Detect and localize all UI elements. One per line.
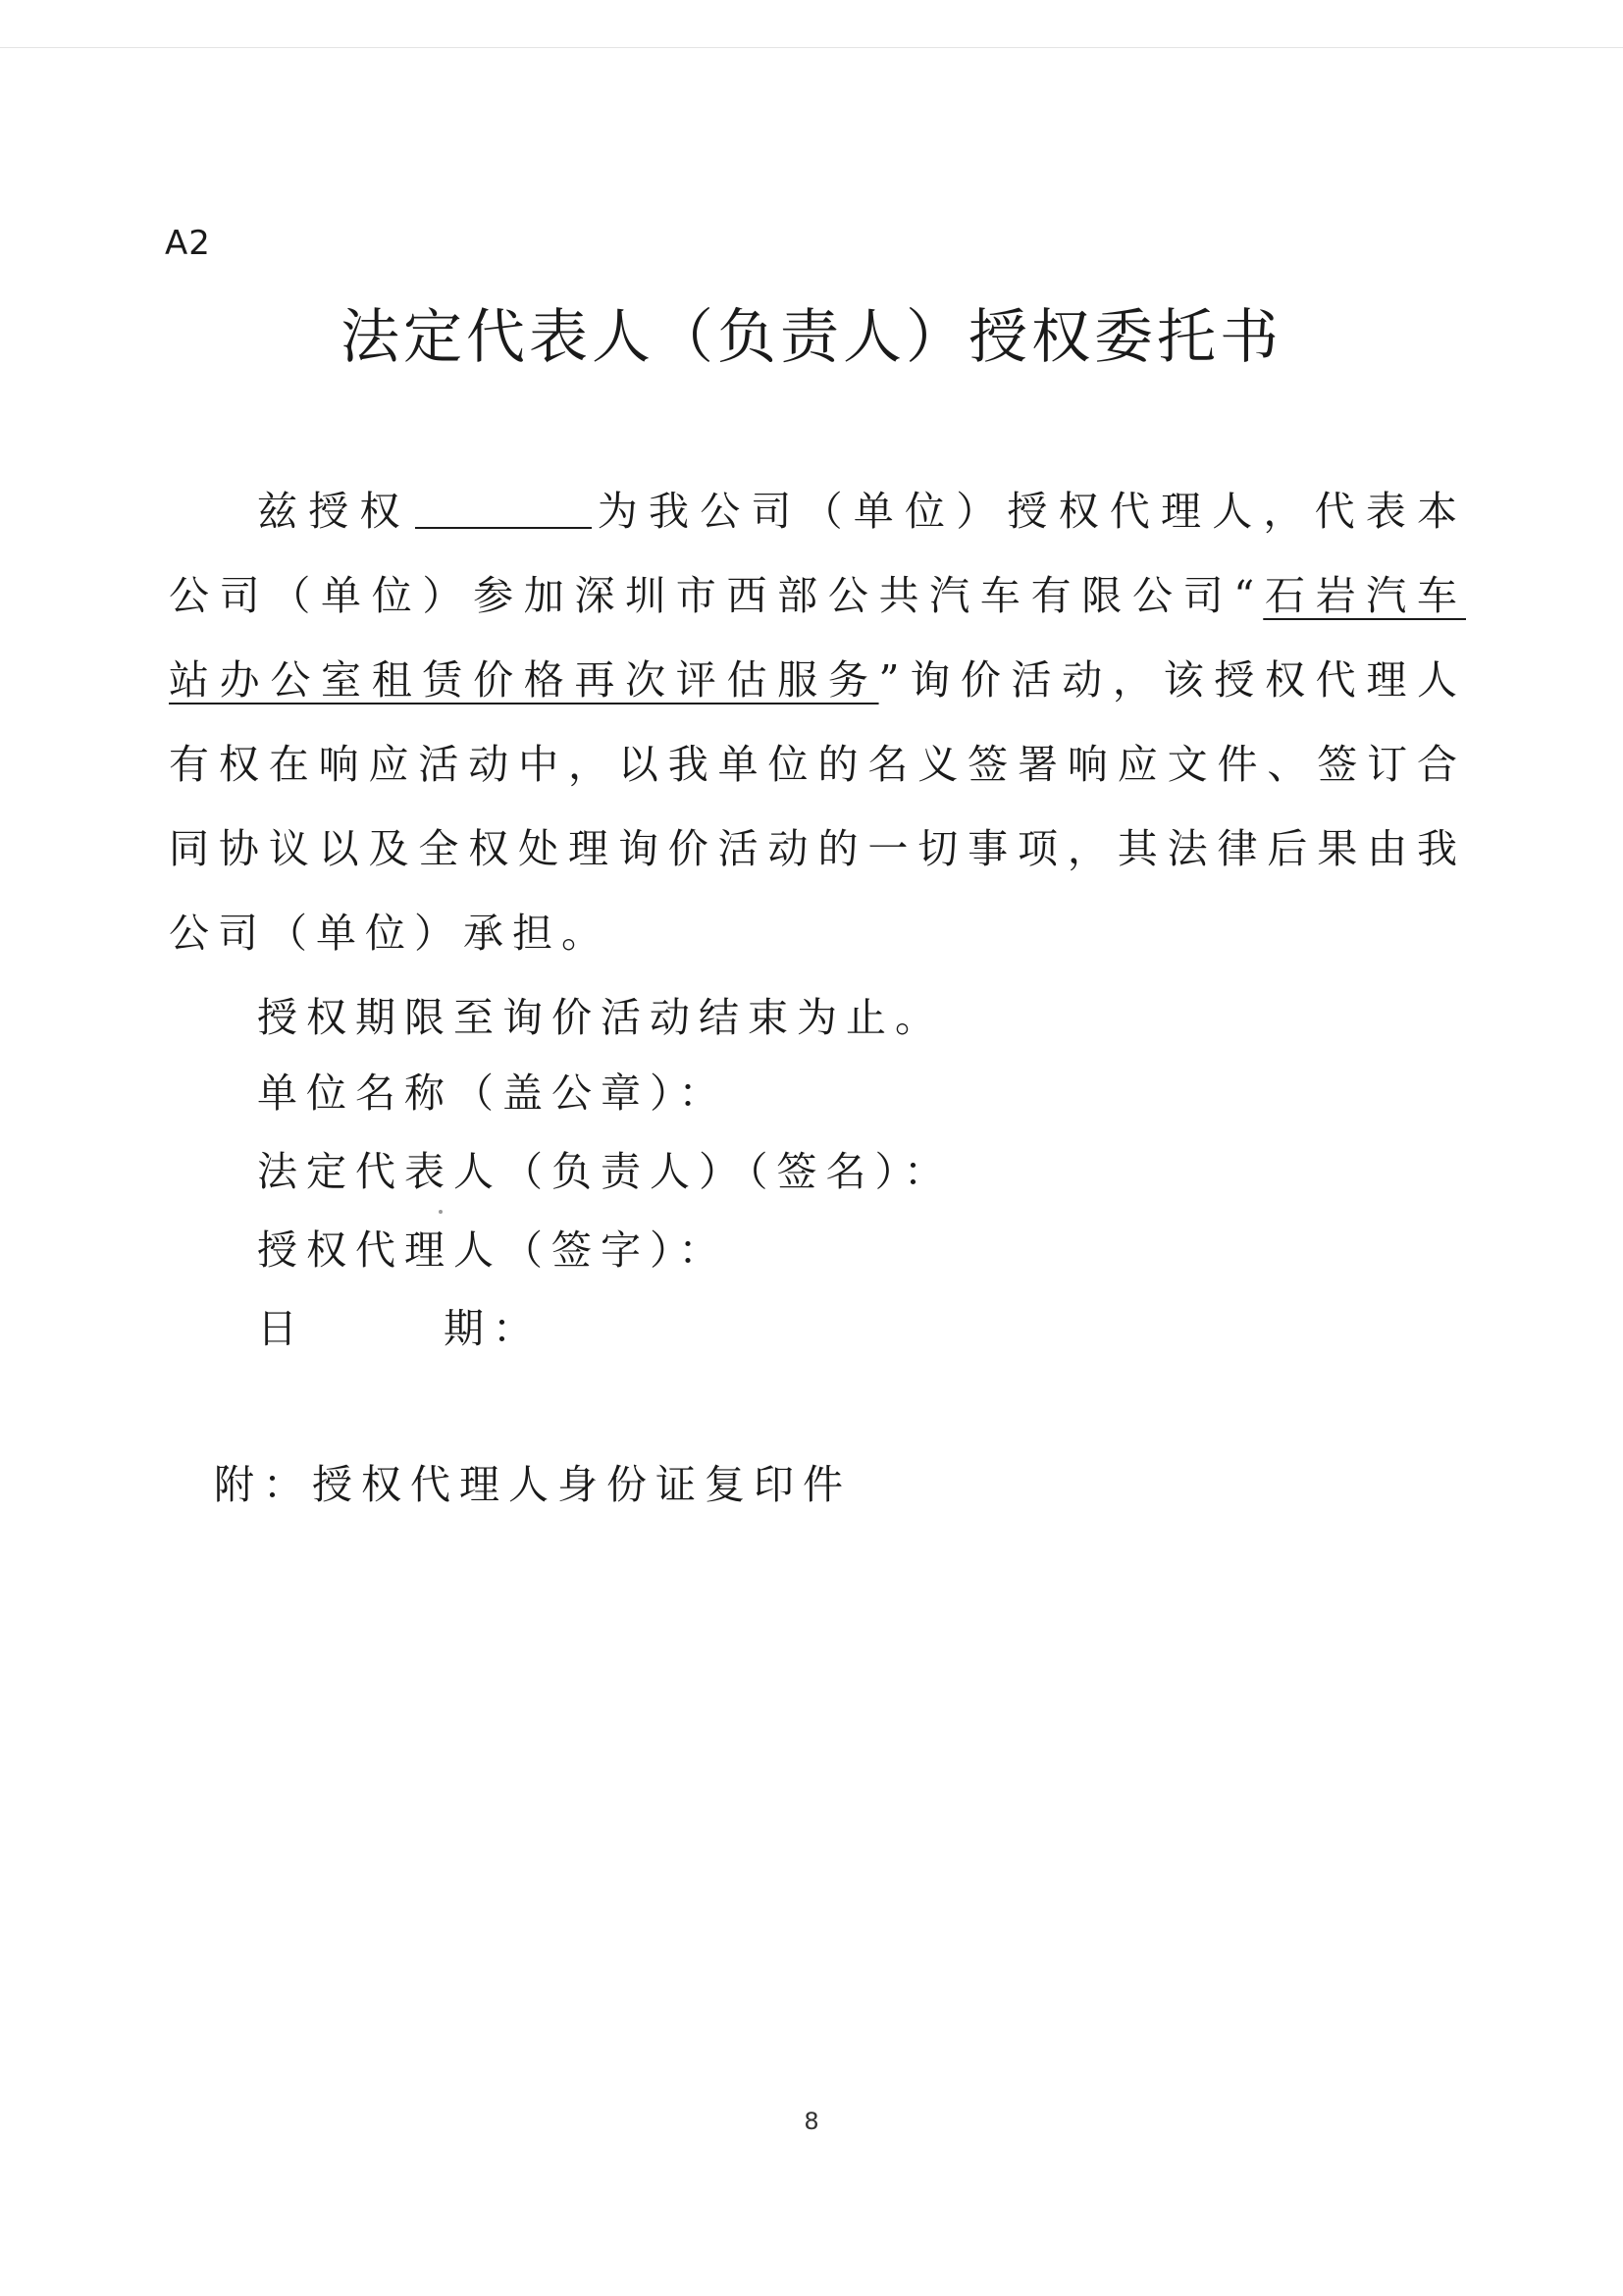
authorization-paragraph: [169, 469, 1466, 975]
document-title: 法定代表人（负责人）授权委托书: [340, 303, 1283, 372]
scan-edge-rule: [0, 47, 1623, 48]
authorization-intro: 兹授权: [257, 488, 411, 535]
date-field: [257, 1289, 953, 1368]
unit-name-field: 单位名称（盖公章）：: [257, 1070, 728, 1117]
attachment-note: 附：授权代理人身份证复印件: [214, 1461, 852, 1508]
date-label-first: 日: [257, 1305, 306, 1352]
signature-block: [257, 1054, 953, 1368]
agent-name-blank[interactable]: [415, 492, 592, 529]
page-number: 8: [804, 2108, 819, 2135]
authorization-scope: ”询价活动，该授权代理人有权在响应活动中，以我单位的名义签署响应文件、签订合同协议以及全权处理询价活动的一切事项，其法律后果由我公司（单位）承担。: [169, 656, 1466, 957]
legal-rep-signature-field: 法定代表人（负责人）（签名）：: [257, 1148, 953, 1195]
document-code: A2: [165, 224, 211, 263]
project-name: 石岩汽车站办公室租赁价格再次评估服务: [169, 572, 1466, 704]
date-label-second: 期：: [444, 1305, 542, 1352]
authorization-term: 授权期限至询价活动结束为止。: [257, 994, 944, 1041]
scan-speck: [439, 1210, 443, 1214]
agent-signature-field: 授权代理人（签字）：: [257, 1226, 728, 1274]
authorization-clause: 为我公司（单位）授权代理人，代表本公司（单位）参加深圳市西部公共汽车有限公司“: [169, 488, 1467, 619]
document-body: [169, 469, 1466, 1060]
